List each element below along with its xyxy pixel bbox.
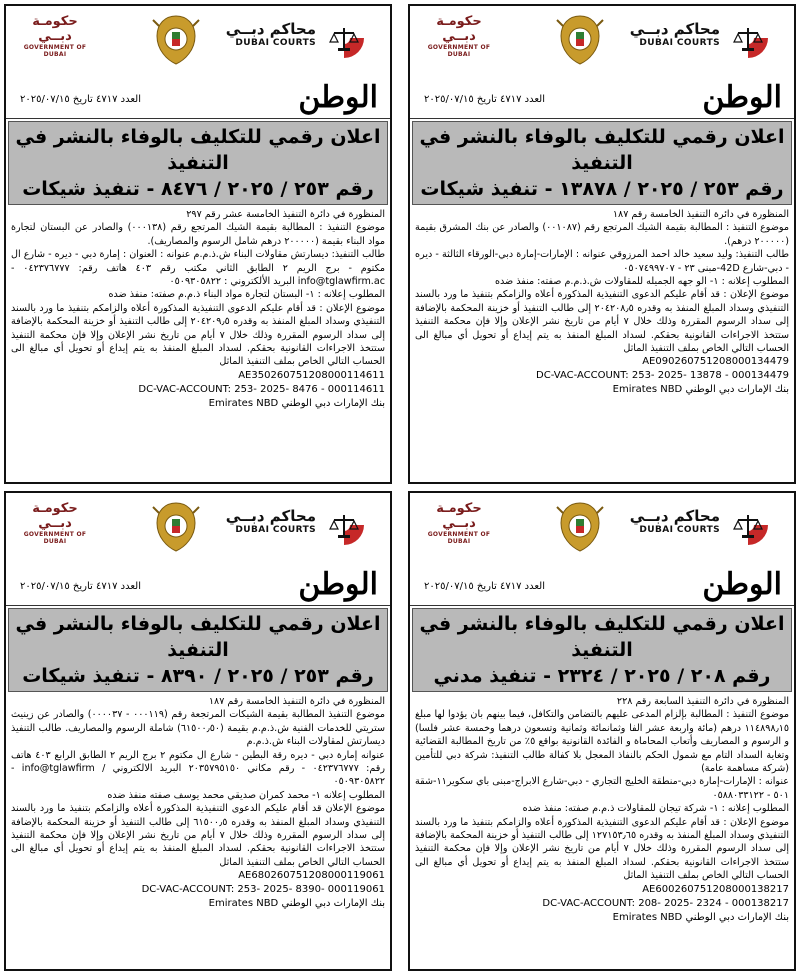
gov-name-ar: حكومـة دبــي <box>436 501 482 531</box>
notice-card <box>408 491 796 971</box>
newspaper-name: الوطن <box>702 567 782 602</box>
notice-title-line1: اعلان رقمي للتكليف بالوفاء بالنشر في التنفيذ <box>15 613 381 661</box>
notice-line: موضوع الإعلان : قد أقام عليكم الدعوى التنفيذية المذكورة أعلاه والزامكم بتنفيذ ما ورد بالسند التنفيذي وسداد المبلغ المنفذ به وقدره ١٢٧١٥٣٫٦٥ إلى طالب التنفيذ أو خزينة المحكمة بالإضافة إلى سداد الرسوم المقررة وذلك خلال ٧ أيام من تاريخ نشر الإعلان وإلا فإن محكمة التنفيذ ستتخذ الاجراءات القانونية بحقكم. لسداد المبلغ المنفذ به يتم إيداع أو تحويل أي مبالغ الى الحساب التالي الخاص بملف التنفيذ الماثل <box>415 816 789 882</box>
notice-header <box>410 493 794 565</box>
notice-line: المنظورة في دائرة التنفيذ الخامسة رقم ١٨٧ <box>612 209 789 220</box>
account-number: DC-VAC-ACCOUNT: 253- 2025- 13878 - 000134479 <box>536 370 789 382</box>
gov-name-ar: حكومـة دبــي <box>32 14 78 44</box>
notice-line: عنوانه : الإمارات-إمارة دبي-منطقة الخليج التجاري - دبي-شارع الابراج-مبنى باي سكوير١١-شقة ٥٠١ - ٠٥٨٨٠٣٣١٢٢ <box>415 776 789 801</box>
notice-body <box>410 692 794 925</box>
notice-card <box>4 4 392 484</box>
notice-body <box>6 205 390 411</box>
notice-title <box>412 608 792 692</box>
government-of-dubai-logo <box>418 14 500 58</box>
issue-date: العدد ٤٧١٧ تاريخ ٢٠٢٥/٠٧/١٥ <box>424 581 545 592</box>
government-of-dubai-logo <box>418 501 500 545</box>
dubai-courts-logo-text <box>226 20 316 48</box>
notice-body <box>410 205 794 397</box>
notice-line: المطلوب إعلانه : ١- شركة تيجان للمقاولات ذ.م.م صفته: منفذ ضده <box>522 803 789 815</box>
gov-name-ar: حكومـة دبــي <box>32 501 78 531</box>
newspaper-name: الوطن <box>298 80 378 115</box>
notice-line: موضوع التنفيذ المطالبة بقيمة الشيكات المرتجعة رقم (٠٠٠١١٩ - ٠٠٠٠٣٧) والصادر عن زينيث ستريتي للخدمات الفنية ش.ذ.م.م بقيمة (٦١٥٠٠٫٥٠) شاملة الرسوم والمصاريف. طالب التنفيذ ديسارتش لمقاولات البناء ش.ذ.م.م <box>11 709 386 748</box>
uae-emblem-icon <box>555 12 605 68</box>
gov-name-en: GOVERNMENT OF DUBAI <box>427 531 491 545</box>
uae-emblem-icon <box>151 499 201 555</box>
notice-title-line2: رقم ٢٥٣ / ٢٠٢٥ / ١٣٨٧٨ - تنفيذ شيكات <box>420 178 784 200</box>
notice-line: موضوع الإعلان قد أقام عليكم الدعوى التنفيذية المذكورة أعلاه والزامكم بتنفيذ ما ورد بالسند التنفيذي وسداد المبلغ المنفذ به وقدره ٦١٥٠٠٫٥ إلى طالب التنفيذ أو خزينة المحكمة بالإضافة إلى سداد الرسوم المقررة وذلك خلال ٧ أيام من تاريخ نشر الإعلان وإلا فإن محكمة التنفيذ ستتخذ الاجراءات القانونية بحقكم. لسداد المبلغ المنفذ به يتم إيداع أو تحويل أي مبالغ الى الحساب التالي الخاص بملف التنفيذ الماثل <box>11 803 385 868</box>
notice-line: موضوع التنفيذ : المطالبة بقيمة الشيك المرتجع رقم (٠٠٠١٣٨) والصادر عن البستان لتجارة مواد البناء بقيمة (٢٠٠٠٠٠ درهم شامل الرسوم والمصاريف). <box>11 222 385 247</box>
courts-name-ar: محاكم دبــي <box>629 20 720 38</box>
dubai-courts-emblem-icon <box>320 501 368 549</box>
account-number: DC-VAC-ACCOUNT: 253- 2025- 8476 - 000114611 <box>138 383 385 395</box>
notice-card <box>408 4 796 484</box>
iban: AE350260751208000114611 <box>238 369 385 381</box>
uae-emblem-icon <box>555 499 605 555</box>
notice-title-line1: اعلان رقمي للتكليف بالوفاء بالنشر في التنفيذ <box>419 613 785 661</box>
dubai-courts-emblem-icon <box>320 14 368 62</box>
iban: AE600260751208000138217 <box>642 883 789 895</box>
newspaper-masthead <box>410 565 794 606</box>
bank-name: بنك الإمارات دبي الوطني Emirates NBD <box>208 397 385 409</box>
issue-date: العدد ٤٧١٧ تاريخ ٢٠٢٥/٠٧/١٥ <box>20 581 141 592</box>
dubai-courts-emblem-icon <box>724 501 772 549</box>
notice-line: عنوانه إمارة دبي - ديره رقة البطين - شارع ال مكتوم ٢ برج الريم ٢ الطابق الرابع ٤٠٣ هاتف رقم: ٠٤٢٣٧٦٧٧٧ - رقم مكاني ٢٠٣٥٧٩٥١٥٠ البريد الالكتروني / info@tglawfirm - ٠٥٠٩٣٠٥٨٢٢ <box>11 749 386 788</box>
notice-card <box>4 491 392 971</box>
notice-title-line2: رقم ٢٥٣ / ٢٠٢٥ / ٨٤٧٦ - تنفيذ شيكات <box>22 178 374 200</box>
notice-title-line1: اعلان رقمي للتكليف بالوفاء بالنشر في التنفيذ <box>419 126 785 174</box>
notice-header <box>410 6 794 78</box>
notice-line: المنظورة في دائرة التنفيذ الخامسة عشر رقم ٢٩٧ <box>186 209 385 220</box>
issue-date: العدد ٤٧١٧ تاريخ ٢٠٢٥/٠٧/١٥ <box>20 94 141 105</box>
uae-emblem-icon <box>151 12 201 68</box>
notice-header <box>6 6 390 78</box>
notice-line: طالب التنفيذ: ديسارتش مقاولات البناء ش.ذ.م.م عنوانه : العنوان : إمارة دبي - ديره - شارع ال مكتوم - برج الريم ٢ الطابق الثاني مكتب رقم ٤٠٣ هاتف رقم: ٠٤٢٣٧٦٧٧٧ - info@tglawfirm.ac البريد الألكتروني : ٠٥٠٩٣٠٥٨٢٢ <box>11 249 386 288</box>
notice-line: موضوع الإعلان : قد أقام عليكم الدعوى التنفيذية المذكورة أعلاه والزامكم بتنفيذ ما ورد بالسند التنفيذي وسداد المبلغ المنفذ به وقدره ٢٠٤٢٠٨٫٥ إلى طالب التنفيذ أو خزينة المحكمة بالإضافة إلى سداد الرسوم المقررة وذلك خلال ٧ أيام من تاريخ نشر الإعلان وإلا فإن محكمة التنفيذ ستتخذ الاجراءات القانونية بحقكم. لسداد المبلغ المنفذ به يتم إيداع أو تحويل أي مبالغ الى الحساب التالي الخاص بملف التنفيذ الماثل <box>415 289 789 355</box>
dubai-courts-logo-text <box>226 507 316 535</box>
newspaper-masthead <box>6 78 390 119</box>
notice-line: المطلوب إعلانه ١- محمد كمران صديقي محمد يوسف صفته منفذ ضده <box>107 789 385 801</box>
gov-name-en: GOVERNMENT OF DUBAI <box>427 44 491 58</box>
notice-line: المنظورة في دائرة التنفيذ السابعة رقم ٢٢٨ <box>616 696 789 707</box>
iban: AE090260751208000134479 <box>642 356 789 368</box>
notice-header <box>6 493 390 565</box>
gov-name-en: GOVERNMENT OF DUBAI <box>23 531 87 545</box>
newspaper-masthead <box>410 78 794 119</box>
courts-name-en: DUBAI COURTS <box>639 38 720 48</box>
notice-line: موضوع التنفيذ : المطالبة بقيمة الشيك المرتجع رقم (٠٠١٠٨٧) والصادر عن بنك المشرق بقيمة (٢٠٠٠٠٠ درهم). <box>415 222 790 247</box>
newspaper-name: الوطن <box>702 80 782 115</box>
courts-name-en: DUBAI COURTS <box>639 525 720 535</box>
courts-name-en: DUBAI COURTS <box>235 38 316 48</box>
bank-name: بنك الإمارات دبي الوطني Emirates NBD <box>208 898 385 910</box>
newspaper-masthead <box>6 565 390 606</box>
notice-line: المطلوب إعلانه : ١- البستان لتجارة مواد البناء ذ.م.م صفته: منفذ ضده <box>108 289 385 301</box>
courts-name-en: DUBAI COURTS <box>235 525 316 535</box>
notice-line: موضوع التنفيذ : المطالبة بإلزام المدعى عليهم بالتضامن والتكافل، فيما بينهم بان يؤدوا لها مبلغ ١١٤٨٩٨٫١٥ درهم (مائة واربعة عشر الفا وثمانمائة وثمانية وتسعون درهما وخمسة عشر فلسا) و الرسوم و المصاريف وأتعاب المحاماة و الفائدة القانونية بواقع ٥٪ من تاريخ المطالبة القضائية وتغاية السداد التام مع شمول الحكم بالنفاذ المعجل بلا كفالة طالب التنفيذ: شركة دبي للتأمين (شركة مساهمة عامة) <box>415 709 789 775</box>
dubai-courts-logo-text <box>630 507 720 535</box>
government-of-dubai-logo <box>14 501 96 545</box>
gov-name-ar: حكومـة دبــي <box>436 14 482 44</box>
dubai-courts-emblem-icon <box>724 14 772 62</box>
issue-date: العدد ٤٧١٧ تاريخ ٢٠٢٥/٠٧/١٥ <box>424 94 545 105</box>
government-of-dubai-logo <box>14 14 96 58</box>
gov-name-en: GOVERNMENT OF DUBAI <box>23 44 87 58</box>
notice-title <box>8 608 388 692</box>
account-number: DC-VAC-ACCOUNT: 208- 2025- 2324 - 000138217 <box>542 897 789 909</box>
notice-line: موضوع الإعلان : قد أقام عليكم الدعوى التنفيذية المذكورة أعلاه والزامكم بتنفيذ ما ورد بالسند التنفيذي وسداد المبلغ المنفذ به وقدره ٢٠٤٢٠٩٫٥ إلى طالب التنفيذ أو خزينة المحكمة بالإضافة إلى سداد الرسوم المقررة وذلك خلال ٧ أيام من تاريخ نشر الإعلان وإلا فإن محكمة التنفيذ ستتخذ الاجراءات القانونية بحقكم. لسداد المبلغ المنفذ به يتم إيداع أو تحويل أي مبالغ الى الحساب التالي الخاص بملف التنفيذ الماثل <box>11 302 385 368</box>
bank-name: بنك الإمارات دبي الوطني Emirates NBD <box>612 384 789 396</box>
dubai-courts-logo-text <box>630 20 720 48</box>
notice-title-line2: رقم ٢٥٣ / ٢٠٢٥ / ٨٣٩٠ - تنفيذ شيكات <box>22 665 374 687</box>
courts-name-ar: محاكم دبــي <box>225 507 316 525</box>
courts-name-ar: محاكم دبــي <box>225 20 316 38</box>
notice-line: المنظورة في دائرة التنفيذ الخامسة رقم ١٨٧ <box>208 696 385 707</box>
newspaper-name: الوطن <box>298 567 378 602</box>
notice-line: طالب التنفيذ: وليد سعيد خالد احمد المرزوقي عنوانه : الإمارات-إمارة دبي-الورقاء الثالثة - ديره - دبي-شارع 42D-مبنى ٢٣ - ٠٥٠٧٤٩٩٧٠٧ <box>415 249 789 274</box>
notice-line: المطلوب إعلانه : ١- الو جهه الجميله للمقاولات ش.ذ.م.م صفته: منفذ ضده <box>494 276 789 288</box>
notice-title-line2: رقم ٢٠٨ / ٢٠٢٥ / ٢٣٢٤ - تنفيذ مدني <box>433 665 771 687</box>
notice-body <box>6 692 390 911</box>
notice-title-line1: اعلان رقمي للتكليف بالوفاء بالنشر في التنفيذ <box>15 126 381 174</box>
account-number: DC-VAC-ACCOUNT: 253- 2025- 8390- 000119061 <box>141 884 385 896</box>
courts-name-ar: محاكم دبــي <box>629 507 720 525</box>
notice-title <box>412 121 792 205</box>
bank-name: بنك الإمارات دبي الوطني Emirates NBD <box>612 911 789 923</box>
notice-title <box>8 121 388 205</box>
iban: AE680260751208000119061 <box>238 870 385 882</box>
